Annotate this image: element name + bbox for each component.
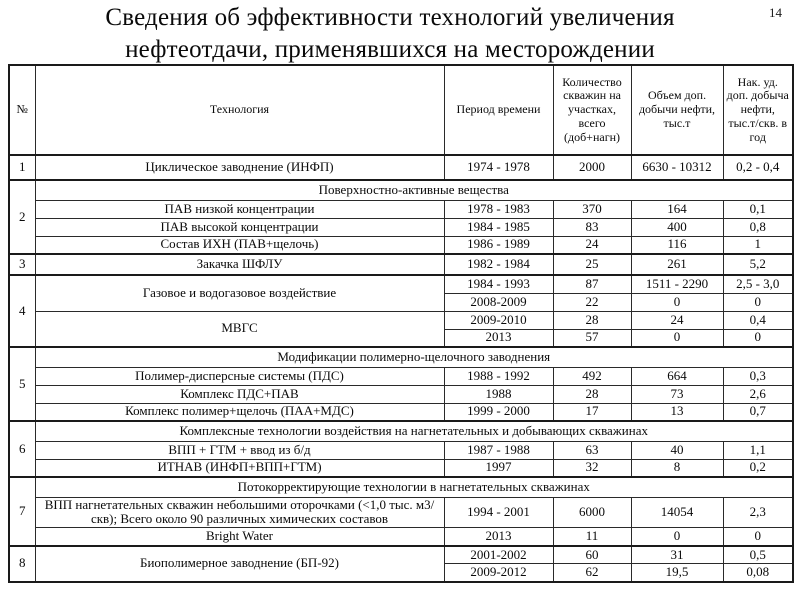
- period-cell: 1982 - 1984: [444, 254, 553, 275]
- page-title: Сведения об эффективности технологий увеличения нефтеотдачи, применявшихся на месторождении: [105, 4, 675, 63]
- table-row: [9, 311, 793, 329]
- technology-cell: Биополимерное заводнение (БП-92): [35, 546, 444, 582]
- wells-cell: 83: [553, 218, 631, 236]
- wells-cell: 87: [553, 275, 631, 293]
- period-cell: 1999 - 2000: [444, 403, 553, 421]
- specific-cell: 1: [723, 236, 793, 254]
- volume-cell: 73: [631, 385, 723, 403]
- table-row: [9, 254, 793, 275]
- specific-cell: 0,5: [723, 546, 793, 564]
- period-cell: 1988: [444, 385, 553, 403]
- volume-cell: 1511 - 2290: [631, 275, 723, 293]
- specific-cell: 2,5 - 3,0: [723, 275, 793, 293]
- volume-cell: 0: [631, 329, 723, 347]
- period-cell: 2009-2012: [444, 564, 553, 582]
- col-header-specific: Нак. уд. доп. добыча нефти, тыс.т/скв. в год: [723, 65, 793, 155]
- row-number-cell: 6: [9, 421, 35, 477]
- volume-cell: 19,5: [631, 564, 723, 582]
- period-cell: 2013: [444, 528, 553, 546]
- volume-cell: 400: [631, 218, 723, 236]
- wells-cell: 370: [553, 200, 631, 218]
- period-cell: 1984 - 1993: [444, 275, 553, 293]
- specific-cell: 0,2: [723, 459, 793, 477]
- col-header-num: №: [9, 65, 35, 155]
- table-row: [9, 367, 793, 385]
- period-cell: 2008-2009: [444, 293, 553, 311]
- wells-cell: 11: [553, 528, 631, 546]
- group-header-row: [9, 421, 793, 441]
- specific-cell: 0,8: [723, 218, 793, 236]
- table-row: [9, 459, 793, 477]
- wells-cell: 63: [553, 441, 631, 459]
- wells-cell: 2000: [553, 155, 631, 180]
- wells-cell: 32: [553, 459, 631, 477]
- volume-cell: 116: [631, 236, 723, 254]
- technology-cell: Комплекс ПДС+ПАВ: [35, 385, 444, 403]
- specific-cell: 5,2: [723, 254, 793, 275]
- wells-cell: 6000: [553, 497, 631, 528]
- volume-cell: 24: [631, 311, 723, 329]
- wells-cell: 28: [553, 311, 631, 329]
- technology-cell: Состав ИХН (ПАВ+щелочь): [35, 236, 444, 254]
- row-number-cell: 1: [9, 155, 35, 180]
- col-header-volume: Объем доп. добычи нефти, тыс.т: [631, 65, 723, 155]
- table-row: [9, 546, 793, 564]
- period-cell: 1997: [444, 459, 553, 477]
- group-header-row: [9, 180, 793, 200]
- group-header-row: [9, 477, 793, 497]
- table-row: [9, 218, 793, 236]
- col-header-period: Период времени: [444, 65, 553, 155]
- technology-cell: ИТНАВ (ИНФП+ВПП+ГТМ): [35, 459, 444, 477]
- table-row: [9, 403, 793, 421]
- period-cell: 1984 - 1985: [444, 218, 553, 236]
- specific-cell: 0: [723, 293, 793, 311]
- row-number-cell: 7: [9, 477, 35, 546]
- table-row: [9, 155, 793, 180]
- table-row: [9, 528, 793, 546]
- specific-cell: 1,1: [723, 441, 793, 459]
- volume-cell: 164: [631, 200, 723, 218]
- wells-cell: 62: [553, 564, 631, 582]
- volume-cell: 0: [631, 528, 723, 546]
- specific-cell: 2,6: [723, 385, 793, 403]
- specific-cell: 0,3: [723, 367, 793, 385]
- technology-cell: Комплекс полимер+щелочь (ПАА+МДС): [35, 403, 444, 421]
- specific-cell: 0,2 - 0,4: [723, 155, 793, 180]
- row-number-cell: 2: [9, 180, 35, 254]
- volume-cell: 8: [631, 459, 723, 477]
- table-header-row: [9, 65, 793, 155]
- table-row: [9, 497, 793, 528]
- row-number-cell: 4: [9, 275, 35, 347]
- wells-cell: 24: [553, 236, 631, 254]
- row-number-cell: 5: [9, 347, 35, 421]
- volume-cell: 0: [631, 293, 723, 311]
- specific-cell: 0,08: [723, 564, 793, 582]
- period-cell: 2001-2002: [444, 546, 553, 564]
- row-number-cell: 8: [9, 546, 35, 582]
- volume-cell: 13: [631, 403, 723, 421]
- volume-cell: 261: [631, 254, 723, 275]
- volume-cell: 664: [631, 367, 723, 385]
- technology-cell: ПАВ низкой концентрации: [35, 200, 444, 218]
- wells-cell: 17: [553, 403, 631, 421]
- group-header-row: [9, 347, 793, 367]
- table-row: [9, 385, 793, 403]
- volume-cell: 6630 - 10312: [631, 155, 723, 180]
- period-cell: 1986 - 1989: [444, 236, 553, 254]
- technology-cell: ПАВ высокой концентрации: [35, 218, 444, 236]
- technology-cell: Bright Water: [35, 528, 444, 546]
- wells-cell: 57: [553, 329, 631, 347]
- period-cell: 2009-2010: [444, 311, 553, 329]
- specific-cell: 0: [723, 329, 793, 347]
- wells-cell: 22: [553, 293, 631, 311]
- row-number-cell: 3: [9, 254, 35, 275]
- specific-cell: 0,7: [723, 403, 793, 421]
- table-row: [9, 275, 793, 293]
- wells-cell: 60: [553, 546, 631, 564]
- wells-cell: 492: [553, 367, 631, 385]
- specific-cell: 0,1: [723, 200, 793, 218]
- specific-cell: 0,4: [723, 311, 793, 329]
- page-number: 14: [769, 5, 782, 20]
- specific-cell: 0: [723, 528, 793, 546]
- period-cell: 1974 - 1978: [444, 155, 553, 180]
- table-row: [9, 441, 793, 459]
- group-header-cell: Потокорректирующие технологии в нагнетательных скважинах: [35, 477, 793, 497]
- technology-cell: Газовое и водогазовое воздействие: [35, 275, 444, 311]
- table-row: [9, 236, 793, 254]
- period-cell: 1987 - 1988: [444, 441, 553, 459]
- col-header-technology: Технология: [35, 65, 444, 155]
- technology-cell: ВПП + ГТМ + ввод из б/д: [35, 441, 444, 459]
- technology-cell: Циклическое заводнение (ИНФП): [35, 155, 444, 180]
- volume-cell: 31: [631, 546, 723, 564]
- table-row: [9, 200, 793, 218]
- period-cell: 2013: [444, 329, 553, 347]
- wells-cell: 28: [553, 385, 631, 403]
- col-header-wells: Количество скважин на участках, всего (доб+нагн): [553, 65, 631, 155]
- group-header-cell: Комплексные технологии воздействия на нагнетательных и добывающих скважинах: [35, 421, 793, 441]
- eor-effectiveness-table: [8, 64, 794, 583]
- technology-cell: Полимер-дисперсные системы (ПДС): [35, 367, 444, 385]
- wells-cell: 25: [553, 254, 631, 275]
- specific-cell: 2,3: [723, 497, 793, 528]
- volume-cell: 14054: [631, 497, 723, 528]
- period-cell: 1988 - 1992: [444, 367, 553, 385]
- period-cell: 1978 - 1983: [444, 200, 553, 218]
- period-cell: 1994 - 2001: [444, 497, 553, 528]
- group-header-cell: Поверхностно-активные вещества: [35, 180, 793, 200]
- technology-cell: МВГС: [35, 311, 444, 347]
- volume-cell: 40: [631, 441, 723, 459]
- group-header-cell: Модификации полимерно-щелочного заводнения: [35, 347, 793, 367]
- technology-cell: ВПП нагнетательных скважин небольшими оторочками (<1,0 тыс. м3/скв); Всего около 90 различных химических составов: [35, 497, 444, 528]
- technology-cell: Закачка ШФЛУ: [35, 254, 444, 275]
